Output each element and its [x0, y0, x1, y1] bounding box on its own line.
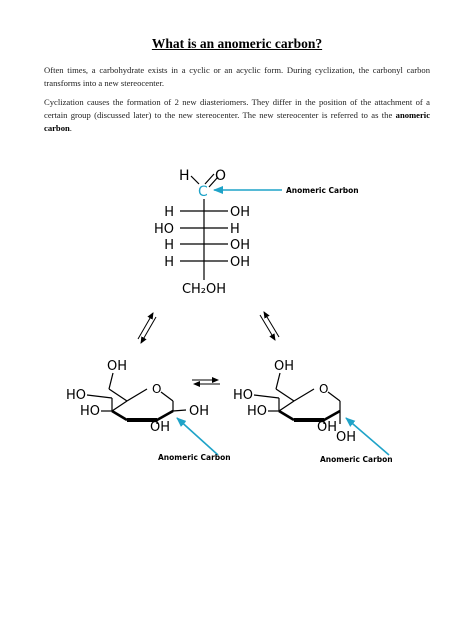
fischer-row-4-left: H — [164, 255, 174, 270]
anomeric-carbon-atom: C — [198, 184, 208, 200]
fischer-anomeric-label: Anomeric Carbon — [286, 186, 359, 195]
ring-right-oh-bottom: OH — [317, 420, 338, 435]
ring-left-anomeric-arrow — [177, 418, 218, 455]
ring-left-ho-lower: HO — [80, 404, 101, 419]
equilibrium-arrow-left — [138, 313, 156, 343]
ring-right-anomeric-label: Anomeric Carbon — [320, 455, 393, 464]
fischer-row-4-right: OH — [230, 255, 251, 270]
fischer-row-2-right: H — [230, 222, 240, 237]
fischer-row-3-right: OH — [230, 238, 251, 253]
equilibrium-arrow-middle — [192, 380, 220, 384]
fischer-row-1-right: OH — [230, 205, 251, 220]
ring-right-ho-lower: HO — [247, 404, 268, 419]
ring-left-oh-anomeric: OH — [189, 404, 210, 419]
ring-left-anomeric-label: Anomeric Carbon — [158, 453, 231, 462]
paragraph-cyclization-end: . — [69, 123, 72, 133]
fischer-row-3-left: H — [164, 238, 174, 253]
aldehyde-h-bond — [191, 176, 199, 184]
aldehyde-o-label: O — [215, 168, 227, 184]
aldehyde-h-label: H — [179, 168, 190, 184]
fischer-row-2-left: HO — [153, 222, 174, 237]
ring-right-ho-upper: HO — [233, 388, 254, 403]
paragraph-intro: Often times, a carbohydrate exists in a cyclic or an acyclic form. During cyclization, the carbonyl carbon transforms into a new stereocenter. — [44, 65, 430, 88]
pyranose-ring-left — [66, 359, 231, 462]
ring-right-oxygen: O — [319, 382, 329, 396]
ring-left-oh-top: OH — [107, 359, 128, 374]
page-title: What is an anomeric carbon? — [151, 36, 323, 51]
ring-left-oxygen: O — [152, 382, 162, 396]
pyranose-ring-right — [233, 359, 393, 464]
equilibrium-arrow-right — [260, 312, 279, 340]
paragraph-cyclization-text: Cyclization causes the formation of 2 new diasteriomers. They differ in the position of the attachment of a certain group (discussed later) to the new stereocenter. The new stereocenter is referred to as the — [44, 97, 430, 120]
ring-right-oh-top: OH — [274, 359, 295, 374]
fischer-row-1-left: H — [164, 205, 174, 220]
fischer-bottom-group: CH₂OH — [181, 282, 227, 297]
ring-left-ho-upper: HO — [66, 388, 87, 403]
anomeric-carbon-term: anomeric carbon — [44, 110, 431, 133]
ring-left-oh-bottom: OH — [150, 420, 171, 435]
fischer-projection — [154, 168, 359, 297]
ring-right-oh-anomeric: OH — [336, 430, 357, 445]
